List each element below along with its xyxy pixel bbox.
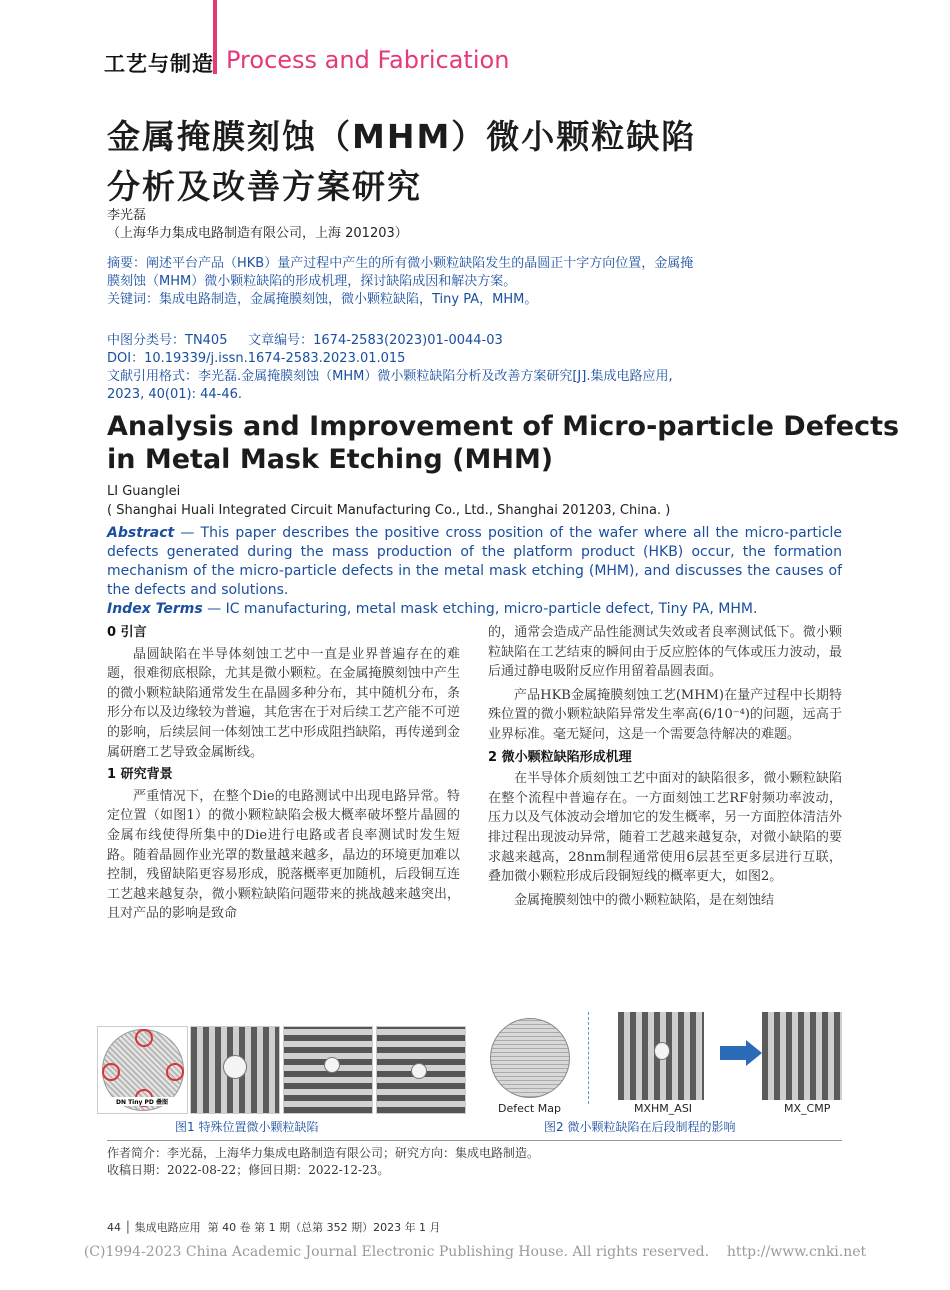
arrow-head-icon (746, 1040, 762, 1066)
copyright-notice: (C)1994-2023 China Academic Journal Electronic Publishing House. All rights reserved. http://www.cnki.net (83, 1244, 867, 1260)
abstract-en-paragraph (107, 524, 842, 600)
body-right-column (488, 623, 842, 910)
defect-map-icon (490, 1018, 570, 1098)
mxhm-asi-image (618, 1012, 704, 1100)
mechanism-paragraph: 在半导体介质刻蚀工艺中面对的缺陷很多，微小颗粒缺陷在整个流程中普遍存在。一方面刻蚀工艺RF射频功率波动，压力以及气体波动会增加它的发生概率，另一方面腔体清洁外排过程出现波动异常，随着工艺越来越复杂，对微小缺陷的要求越来越高，28nm制程通常使用6层甚至更多层进行互联，叠加微小颗粒形成后段铜短线的概率更大，如图2。 (488, 771, 842, 885)
title-cn-line-1: 金属掩膜刻蚀（MHM）微小颗粒缺陷 (107, 117, 697, 156)
mechanism-paragraph-2: 金属掩膜刻蚀中的微小颗粒缺陷，是在刻蚀结 (514, 892, 775, 908)
clc-number: 中图分类号：TN405 文章编号：1674-2583(2023)01-0044-03 (107, 333, 503, 348)
wafer-overlay-image (97, 1026, 188, 1114)
figure-2-caption: 图2 微小颗粒缺陷在后段制程的影响 (544, 1120, 736, 1134)
body-left-column (107, 623, 460, 924)
section-heading-0: 0 引言 (107, 625, 147, 640)
index-terms-label: Index Terms (107, 601, 203, 617)
intro-paragraph: 晶圆缺陷在半导体刻蚀工艺中一直是业界普遍存在的难题，很难彻底根除，尤其是微小颗粒。在金属掩膜刻蚀中产生的微小颗粒缺陷通常发生在晶圆多种分布，其中随机分布，条形分布以及边缘较为普遍，其危害在于对后续工艺产能不可逆的影响，后续层间一体刻蚀工艺中形成阻挡缺陷，再传递到金属研磨工艺导致金属断线。 (107, 646, 460, 760)
doi[interactable]: DOI：10.19339/j.issn.1674-2583.2023.01.015 (107, 351, 406, 366)
figure-2 (484, 1012, 844, 1116)
author-block-cn (107, 207, 408, 243)
received-dates: 收稿日期：2022-08-22；修回日期：2022-12-23。 (107, 1163, 390, 1177)
figure-1-caption: 图1 特殊位置微小颗粒缺陷 (175, 1120, 319, 1134)
mx-cmp-label: MX_CMP (784, 1102, 831, 1115)
affiliation-cn: （上海华力集成电路制造有限公司，上海 201203） (107, 226, 408, 241)
arrow-right-icon (720, 1046, 746, 1060)
title-en-line-2: in Metal Mask Etching (MHM) (107, 444, 554, 475)
paper-title-en (107, 410, 899, 476)
author-name-en: LI Guanglei (107, 484, 181, 499)
sem-image-2 (283, 1026, 373, 1114)
abstract-cn-line-1: 摘要：阐述平台产品（HKB）量产过程中产生的所有微小颗粒缺陷发生的晶圆正十字方向位置，金属掩 (107, 256, 694, 271)
defect-circle-icon (102, 1063, 120, 1081)
mx-cmp-image (762, 1012, 842, 1100)
defect-circle-icon (135, 1029, 153, 1047)
author-bio: 作者简介：李光磊，上海华力集成电路制造有限公司；研究方向：集成电路制造。 (107, 1146, 540, 1160)
defect-map-label: Defect Map (498, 1102, 561, 1115)
wafer-inset-label: DN Tiny PD 叠图 (102, 1097, 182, 1106)
abstract-en (107, 524, 842, 619)
figure-1 (97, 1026, 465, 1112)
author-name-cn: 李光磊 (107, 208, 147, 223)
sem-image-3 (376, 1026, 466, 1114)
paper-title-cn (107, 112, 696, 212)
figure-divider (588, 1012, 590, 1104)
index-terms (107, 600, 842, 619)
index-terms-text: — IC manufacturing, metal mask etching, micro-particle defect, Tiny PA, MHM. (202, 601, 758, 617)
title-cn-line-2: 分析及改善方案研究 (107, 167, 422, 206)
citation-line-1: 文献引用格式：李光磊.金属掩膜刻蚀（MHM）微小颗粒缺陷分析及改善方案研究[J].集成电路应用, (107, 369, 673, 384)
abstract-cn-line-2: 膜刻蚀（MHM）微小颗粒缺陷的形成机理，探讨缺陷成因和解决方案。 (107, 274, 517, 289)
keywords-cn: 关键词：集成电路制造，金属掩膜刻蚀，微小颗粒缺陷，Tiny PA，MHM。 (107, 292, 538, 307)
title-en-line-1: Analysis and Improvement of Micro-particle Defects (107, 411, 900, 442)
abstract-en-label: Abstract (107, 525, 175, 541)
background-paragraph: 严重情况下，在整个Die的电路测试中出现电路异常。特定位置（如图1）的微小颗粒缺陷会极大概率破坏整片晶圆的金属布线使得所集中的Die进行电路或者良率测试时发生短路。随着晶圆作业光罩的数量越来越多，晶边的环境更加难以控制，残留缺陷更容易形成，脱落概率更加随机，后段铜互连工艺越来越复杂，微小颗粒缺陷问题带来的挑战越来越突出，且对产品的影响是致命 (107, 788, 460, 922)
defect-circle-icon (166, 1063, 184, 1081)
continued-paragraph: 的，通常会造成产品性能测试失效或者良率测试低下。微小颗粒缺陷在工艺结束的瞬间由于反应腔体的气体或压力波动，最后通过静电吸附反应作用留着晶圆表面。 (488, 625, 842, 680)
section-label-en: Process and Fabrication (226, 46, 510, 74)
page-footer: 44 │ 集成电路应用 第 40 卷 第 1 期（总第 352 期）2023 年 1 月 (107, 1221, 441, 1234)
section-heading-1: 1 研究背景 (107, 767, 173, 783)
mxhm-asi-label: MXHM_ASI (634, 1102, 693, 1115)
article-meta (107, 332, 673, 404)
section-label-cn: 工艺与制造 (104, 52, 214, 76)
sem-image-1 (190, 1026, 280, 1114)
affiliation-en: ( Shanghai Huali Integrated Circuit Manufacturing Co., Ltd., Shanghai 201203, China. ) (107, 503, 671, 518)
abstract-en-text: — This paper describes the positive cross position of the wafer where all the micro-particle defects generated during the mass production of the platform product (HKB) occur, the formation mechanism of the micro-particle defects in the metal mask etching (MHM), and discusses the causes of the defects and solutions. (107, 525, 842, 598)
section-heading-2: 2 微小颗粒缺陷形成机理 (488, 749, 632, 765)
hkb-paragraph: 产品HKB金属掩膜刻蚀工艺(MHM)在量产过程中长期特殊位置的微小颗粒缺陷异常发生率高(6/10⁻⁴)的问题，远高于业界标准。毫无疑问，这是一个需要急待解决的难题。 (488, 687, 842, 742)
citation-line-2: 2023, 40(01): 44-46. (107, 387, 242, 402)
abstract-cn (107, 255, 693, 309)
footnote-divider (107, 1140, 842, 1141)
